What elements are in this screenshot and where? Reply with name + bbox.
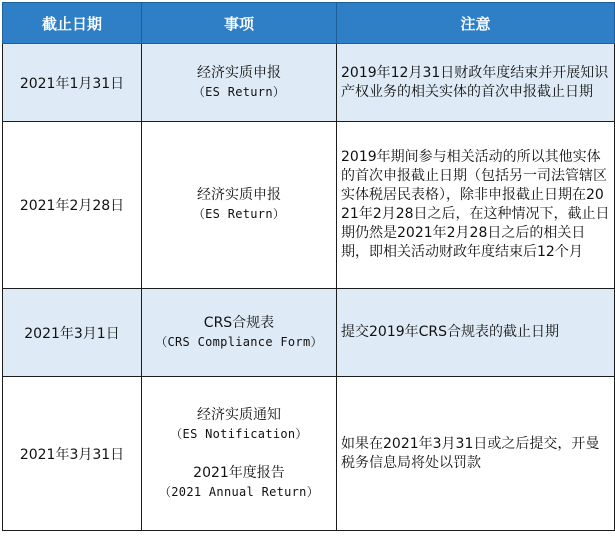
deadline-note: 2019年期间参与相关活动的所以其他实体的首次申报截止日期（包括另一司法管辖区实体税居民表格），除非申报截止日期在2021年2月28日之后，在这种情况下，截止日期仍然是2021年2月28日之后的相关日期，即相关活动财政年度结束后12个月	[337, 122, 615, 289]
item-english: （ES Return）	[192, 207, 286, 221]
header-item: 事项	[142, 3, 337, 44]
header-date: 截止日期	[3, 3, 142, 44]
table-row	[3, 44, 615, 122]
header-note: 注意	[337, 3, 615, 44]
table-row	[3, 377, 615, 531]
header-row	[3, 3, 615, 44]
deadline-date: 2021年3月31日	[3, 377, 142, 531]
deadline-item	[142, 122, 337, 289]
deadline-date: 2021年2月28日	[3, 122, 142, 289]
deadline-note: 2019年12月31日财政年度结束并开展知识产权业务的相关实体的首次申报截止日期	[337, 44, 615, 122]
item-title: 经济实质通知	[197, 406, 281, 423]
table-row	[3, 289, 615, 377]
item-title: 经济实质申报	[197, 64, 281, 81]
item-english: （ES Notification）	[170, 426, 308, 441]
item-title-second: 2021年度报告	[193, 464, 285, 481]
deadline-table	[2, 2, 615, 531]
deadline-note: 如果在2021年3月31日或之后提交，开曼税务信息局将处以罚款	[337, 377, 615, 531]
item-title: 经济实质申报	[197, 187, 281, 203]
table-row	[3, 122, 615, 289]
item-title: CRS合规表	[203, 314, 275, 331]
item-english: （CRS Compliance Form）	[155, 334, 323, 349]
deadline-item	[142, 377, 337, 531]
item-english-second: （2021 Annual Return）	[158, 484, 320, 499]
deadline-item	[142, 44, 337, 122]
deadline-item	[142, 289, 337, 377]
deadline-date: 2021年3月1日	[3, 289, 142, 377]
deadline-date: 2021年1月31日	[3, 44, 142, 122]
deadline-note: 提交2019年CRS合规表的截止日期	[337, 289, 615, 377]
item-english: （ES Return）	[192, 84, 286, 99]
